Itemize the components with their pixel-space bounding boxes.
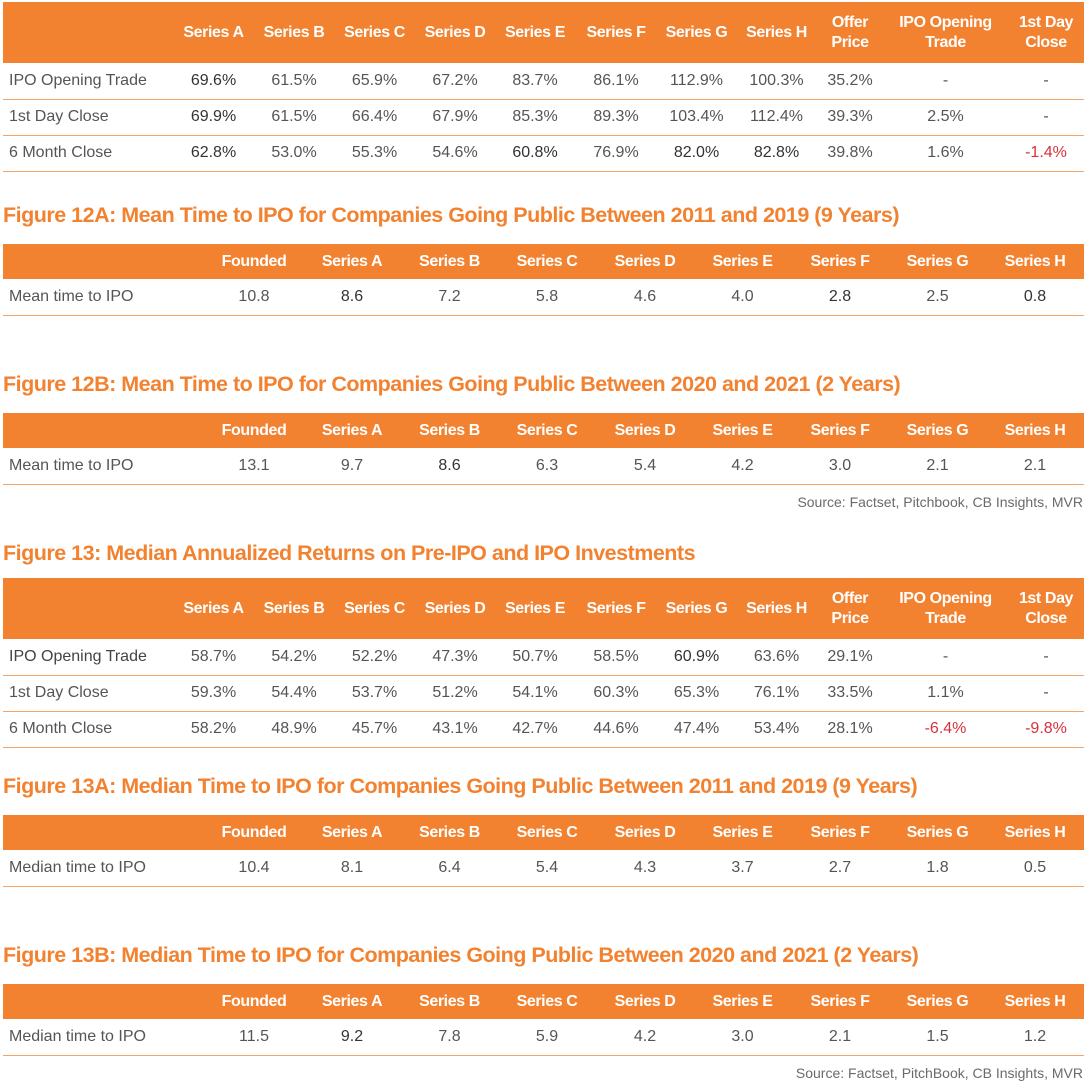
table-cell: 33.5%	[817, 675, 883, 711]
row-label: IPO Opening Trade	[3, 63, 173, 99]
table-cell: 3.7	[694, 850, 791, 886]
table-cell: 2.7	[791, 850, 889, 886]
table-cell: 2.1	[986, 448, 1084, 484]
header-cell: Offer Price	[817, 2, 883, 63]
header-cell: Series G	[889, 984, 986, 1019]
table-cell: 67.9%	[415, 99, 495, 135]
header-cell: Series F	[575, 578, 657, 639]
header-cell: 1st Day Close	[1008, 2, 1084, 63]
table-cell: 10.4	[205, 850, 303, 886]
table-cell: 2.1	[889, 448, 986, 484]
header-cell: Founded	[205, 815, 303, 850]
table-cell: 63.6%	[736, 639, 817, 675]
table-cell: 7.8	[401, 1019, 498, 1055]
table-cell: 13.1	[205, 448, 303, 484]
time-to-ipo-table	[3, 413, 1084, 485]
table-cell: 50.7%	[495, 639, 575, 675]
table-cell: 2.1	[791, 1019, 889, 1055]
table-cell: 67.2%	[415, 63, 495, 99]
table-cell: 7.2	[401, 279, 498, 315]
table-cell: 54.1%	[495, 675, 575, 711]
table-cell: 35.2%	[817, 63, 883, 99]
table-cell: 69.6%	[173, 63, 254, 99]
table-cell: 55.3%	[334, 135, 415, 171]
row-label: 1st Day Close	[3, 675, 173, 711]
table-row	[3, 675, 1084, 711]
header-cell: Series H	[986, 815, 1084, 850]
table-cell: 60.9%	[657, 639, 736, 675]
header-cell: Series A	[303, 984, 401, 1019]
table-cell: -	[883, 639, 1008, 675]
table-cell: 112.9%	[657, 63, 736, 99]
table-cell: 103.4%	[657, 99, 736, 135]
table-cell: 47.4%	[657, 711, 736, 747]
header-cell: Series F	[791, 984, 889, 1019]
table-cell: 53.7%	[334, 675, 415, 711]
table-cell: 69.9%	[173, 99, 254, 135]
header-cell: Series C	[498, 984, 596, 1019]
table-cell: -	[883, 63, 1008, 99]
header-cell: IPO Opening Trade	[883, 2, 1008, 63]
header-cell: Series F	[575, 2, 657, 63]
table-cell: -	[1008, 675, 1084, 711]
table-row	[3, 135, 1084, 171]
row-label: Median time to IPO	[3, 1019, 205, 1055]
header-cell: Series G	[889, 413, 986, 448]
table-cell: 48.9%	[254, 711, 334, 747]
header-cell	[3, 413, 205, 448]
table-cell: 51.2%	[415, 675, 495, 711]
figure-title: Figure 13: Median Annualized Returns on Pre-IPO and IPO Investments	[3, 541, 696, 565]
header-cell: Series G	[889, 244, 986, 279]
header-cell: Series B	[254, 578, 334, 639]
table-cell: 58.7%	[173, 639, 254, 675]
time-to-ipo-table	[3, 984, 1084, 1056]
table-cell: 4.2	[694, 448, 791, 484]
source-note: Source: Factset, PitchBook, CB Insights, MVR	[795, 1065, 1083, 1081]
table-cell: 82.0%	[657, 135, 736, 171]
table-cell: 8.6	[401, 448, 498, 484]
header-cell: 1st Day Close	[1008, 578, 1084, 639]
table-header-row	[3, 815, 1084, 850]
header-cell: Series H	[736, 2, 817, 63]
time-to-ipo-table	[3, 815, 1084, 887]
table-cell: 11.5	[205, 1019, 303, 1055]
table-cell: 59.3%	[173, 675, 254, 711]
table-cell: 4.0	[694, 279, 791, 315]
table-cell: 9.7	[303, 448, 401, 484]
header-cell: Series B	[401, 413, 498, 448]
table-cell: 4.3	[596, 850, 694, 886]
header-cell: Series C	[334, 2, 415, 63]
table-cell: 112.4%	[736, 99, 817, 135]
table-cell: 89.3%	[575, 99, 657, 135]
table-cell: 47.3%	[415, 639, 495, 675]
header-cell: Series D	[415, 2, 495, 63]
table-cell: 4.6	[596, 279, 694, 315]
table-row	[3, 63, 1084, 99]
header-cell: Series F	[791, 244, 889, 279]
header-cell: Series D	[596, 815, 694, 850]
source-note: Source: Factset, Pitchbook, CB Insights, MVR	[797, 494, 1083, 510]
table-cell: 53.0%	[254, 135, 334, 171]
row-label: Mean time to IPO	[3, 448, 205, 484]
table-cell: 54.2%	[254, 639, 334, 675]
header-cell: Series F	[791, 413, 889, 448]
header-cell: IPO Opening Trade	[883, 578, 1008, 639]
row-label: 6 Month Close	[3, 135, 173, 171]
header-cell: Series E	[694, 815, 791, 850]
table-cell: 65.9%	[334, 63, 415, 99]
header-cell: Series A	[303, 815, 401, 850]
header-cell: Series H	[736, 578, 817, 639]
table-cell: 6.3	[498, 448, 596, 484]
table-cell: 1.2	[986, 1019, 1084, 1055]
table-cell: 2.8	[791, 279, 889, 315]
header-cell: Series E	[495, 2, 575, 63]
table-cell: 83.7%	[495, 63, 575, 99]
figure-title: Figure 12B: Mean Time to IPO for Companies Going Public Between 2020 and 2021 (2 Years)	[3, 372, 901, 396]
table-cell: 60.3%	[575, 675, 657, 711]
table-cell: 9.2	[303, 1019, 401, 1055]
table-cell: 58.5%	[575, 639, 657, 675]
table-cell: 66.4%	[334, 99, 415, 135]
header-cell: Series C	[334, 578, 415, 639]
table-cell: 44.6%	[575, 711, 657, 747]
header-cell: Series E	[495, 578, 575, 639]
table-cell: 5.8	[498, 279, 596, 315]
header-cell: Series B	[254, 2, 334, 63]
header-cell: Series C	[498, 244, 596, 279]
table-header-row	[3, 578, 1084, 639]
table-cell: -	[1008, 63, 1084, 99]
header-cell: Founded	[205, 984, 303, 1019]
table-cell: 29.1%	[817, 639, 883, 675]
row-label: Mean time to IPO	[3, 279, 205, 315]
table-cell: 5.4	[498, 850, 596, 886]
header-cell: Series E	[694, 984, 791, 1019]
table-cell: 10.8	[205, 279, 303, 315]
table-cell: 3.0	[791, 448, 889, 484]
table-cell: 8.6	[303, 279, 401, 315]
header-cell: Series E	[694, 413, 791, 448]
header-cell: Series E	[694, 244, 791, 279]
table-cell: 76.1%	[736, 675, 817, 711]
header-cell: Series A	[303, 244, 401, 279]
table-row	[3, 1019, 1084, 1055]
table-cell: 4.2	[596, 1019, 694, 1055]
table-cell: 54.6%	[415, 135, 495, 171]
row-label: 6 Month Close	[3, 711, 173, 747]
table-cell-negative: -9.8%	[1008, 711, 1084, 747]
table-cell: 39.8%	[817, 135, 883, 171]
table-cell: 43.1%	[415, 711, 495, 747]
row-label: Median time to IPO	[3, 850, 205, 886]
header-cell: Offer Price	[817, 578, 883, 639]
header-cell: Series H	[986, 984, 1084, 1019]
table-cell: -	[1008, 639, 1084, 675]
table-cell: 2.5	[889, 279, 986, 315]
header-cell: Series D	[596, 413, 694, 448]
table-header-row	[3, 984, 1084, 1019]
table-cell: 0.8	[986, 279, 1084, 315]
table-cell: 1.1%	[883, 675, 1008, 711]
table-cell: 6.4	[401, 850, 498, 886]
header-cell: Series A	[173, 2, 254, 63]
header-cell: Founded	[205, 244, 303, 279]
table-cell: 61.5%	[254, 63, 334, 99]
table-cell: 85.3%	[495, 99, 575, 135]
table-row	[3, 639, 1084, 675]
table-cell: 52.2%	[334, 639, 415, 675]
table-cell: 39.3%	[817, 99, 883, 135]
table-row	[3, 448, 1084, 484]
header-cell	[3, 244, 205, 279]
table-cell: 1.5	[889, 1019, 986, 1055]
table-cell: 65.3%	[657, 675, 736, 711]
table-header-row	[3, 413, 1084, 448]
table-cell: 61.5%	[254, 99, 334, 135]
table-cell: 53.4%	[736, 711, 817, 747]
table-cell: 8.1	[303, 850, 401, 886]
header-cell: Founded	[205, 413, 303, 448]
table-cell: 2.5%	[883, 99, 1008, 135]
table-cell: 42.7%	[495, 711, 575, 747]
header-cell: Series G	[657, 2, 736, 63]
header-cell: Series H	[986, 413, 1084, 448]
header-cell: Series C	[498, 413, 596, 448]
header-cell	[3, 578, 173, 639]
table-cell-negative: -1.4%	[1008, 135, 1084, 171]
table-cell: 60.8%	[495, 135, 575, 171]
header-cell: Series H	[986, 244, 1084, 279]
table-row	[3, 711, 1084, 747]
figure-title: Figure 13A: Median Time to IPO for Companies Going Public Between 2011 and 2019 (9 Years)	[3, 774, 918, 798]
table-cell: 86.1%	[575, 63, 657, 99]
table-header-row	[3, 2, 1084, 63]
table-cell: 76.9%	[575, 135, 657, 171]
table-cell: 58.2%	[173, 711, 254, 747]
header-cell: Series D	[596, 244, 694, 279]
header-cell	[3, 984, 205, 1019]
table-cell: 5.9	[498, 1019, 596, 1055]
table-cell: 82.8%	[736, 135, 817, 171]
header-cell	[3, 2, 173, 63]
table-cell: 28.1%	[817, 711, 883, 747]
figure-title: Figure 12A: Mean Time to IPO for Companies Going Public Between 2011 and 2019 (9 Years)	[3, 203, 900, 227]
table-cell: 3.0	[694, 1019, 791, 1055]
table-cell-negative: -6.4%	[883, 711, 1008, 747]
table-cell: 5.4	[596, 448, 694, 484]
table-row	[3, 850, 1084, 886]
table-cell: 54.4%	[254, 675, 334, 711]
header-cell: Series B	[401, 815, 498, 850]
table-cell: 0.5	[986, 850, 1084, 886]
header-cell	[3, 815, 205, 850]
header-cell: Series B	[401, 244, 498, 279]
table-header-row	[3, 244, 1084, 279]
returns-table-median	[3, 578, 1084, 748]
table-cell: 100.3%	[736, 63, 817, 99]
table-cell: 62.8%	[173, 135, 254, 171]
header-cell: Series G	[889, 815, 986, 850]
header-cell: Series C	[498, 815, 596, 850]
header-cell: Series F	[791, 815, 889, 850]
header-cell: Series D	[596, 984, 694, 1019]
table-cell: -	[1008, 99, 1084, 135]
header-cell: Series A	[173, 578, 254, 639]
figure-title: Figure 13B: Median Time to IPO for Companies Going Public Between 2020 and 2021 (2 Years)	[3, 943, 919, 967]
table-cell: 1.8	[889, 850, 986, 886]
returns-table-mean	[3, 2, 1084, 172]
table-cell: 1.6%	[883, 135, 1008, 171]
header-cell: Series B	[401, 984, 498, 1019]
table-row	[3, 99, 1084, 135]
header-cell: Series G	[657, 578, 736, 639]
table-cell: 45.7%	[334, 711, 415, 747]
row-label: IPO Opening Trade	[3, 639, 173, 675]
table-row	[3, 279, 1084, 315]
header-cell: Series A	[303, 413, 401, 448]
header-cell: Series D	[415, 578, 495, 639]
time-to-ipo-table	[3, 244, 1084, 316]
row-label: 1st Day Close	[3, 99, 173, 135]
